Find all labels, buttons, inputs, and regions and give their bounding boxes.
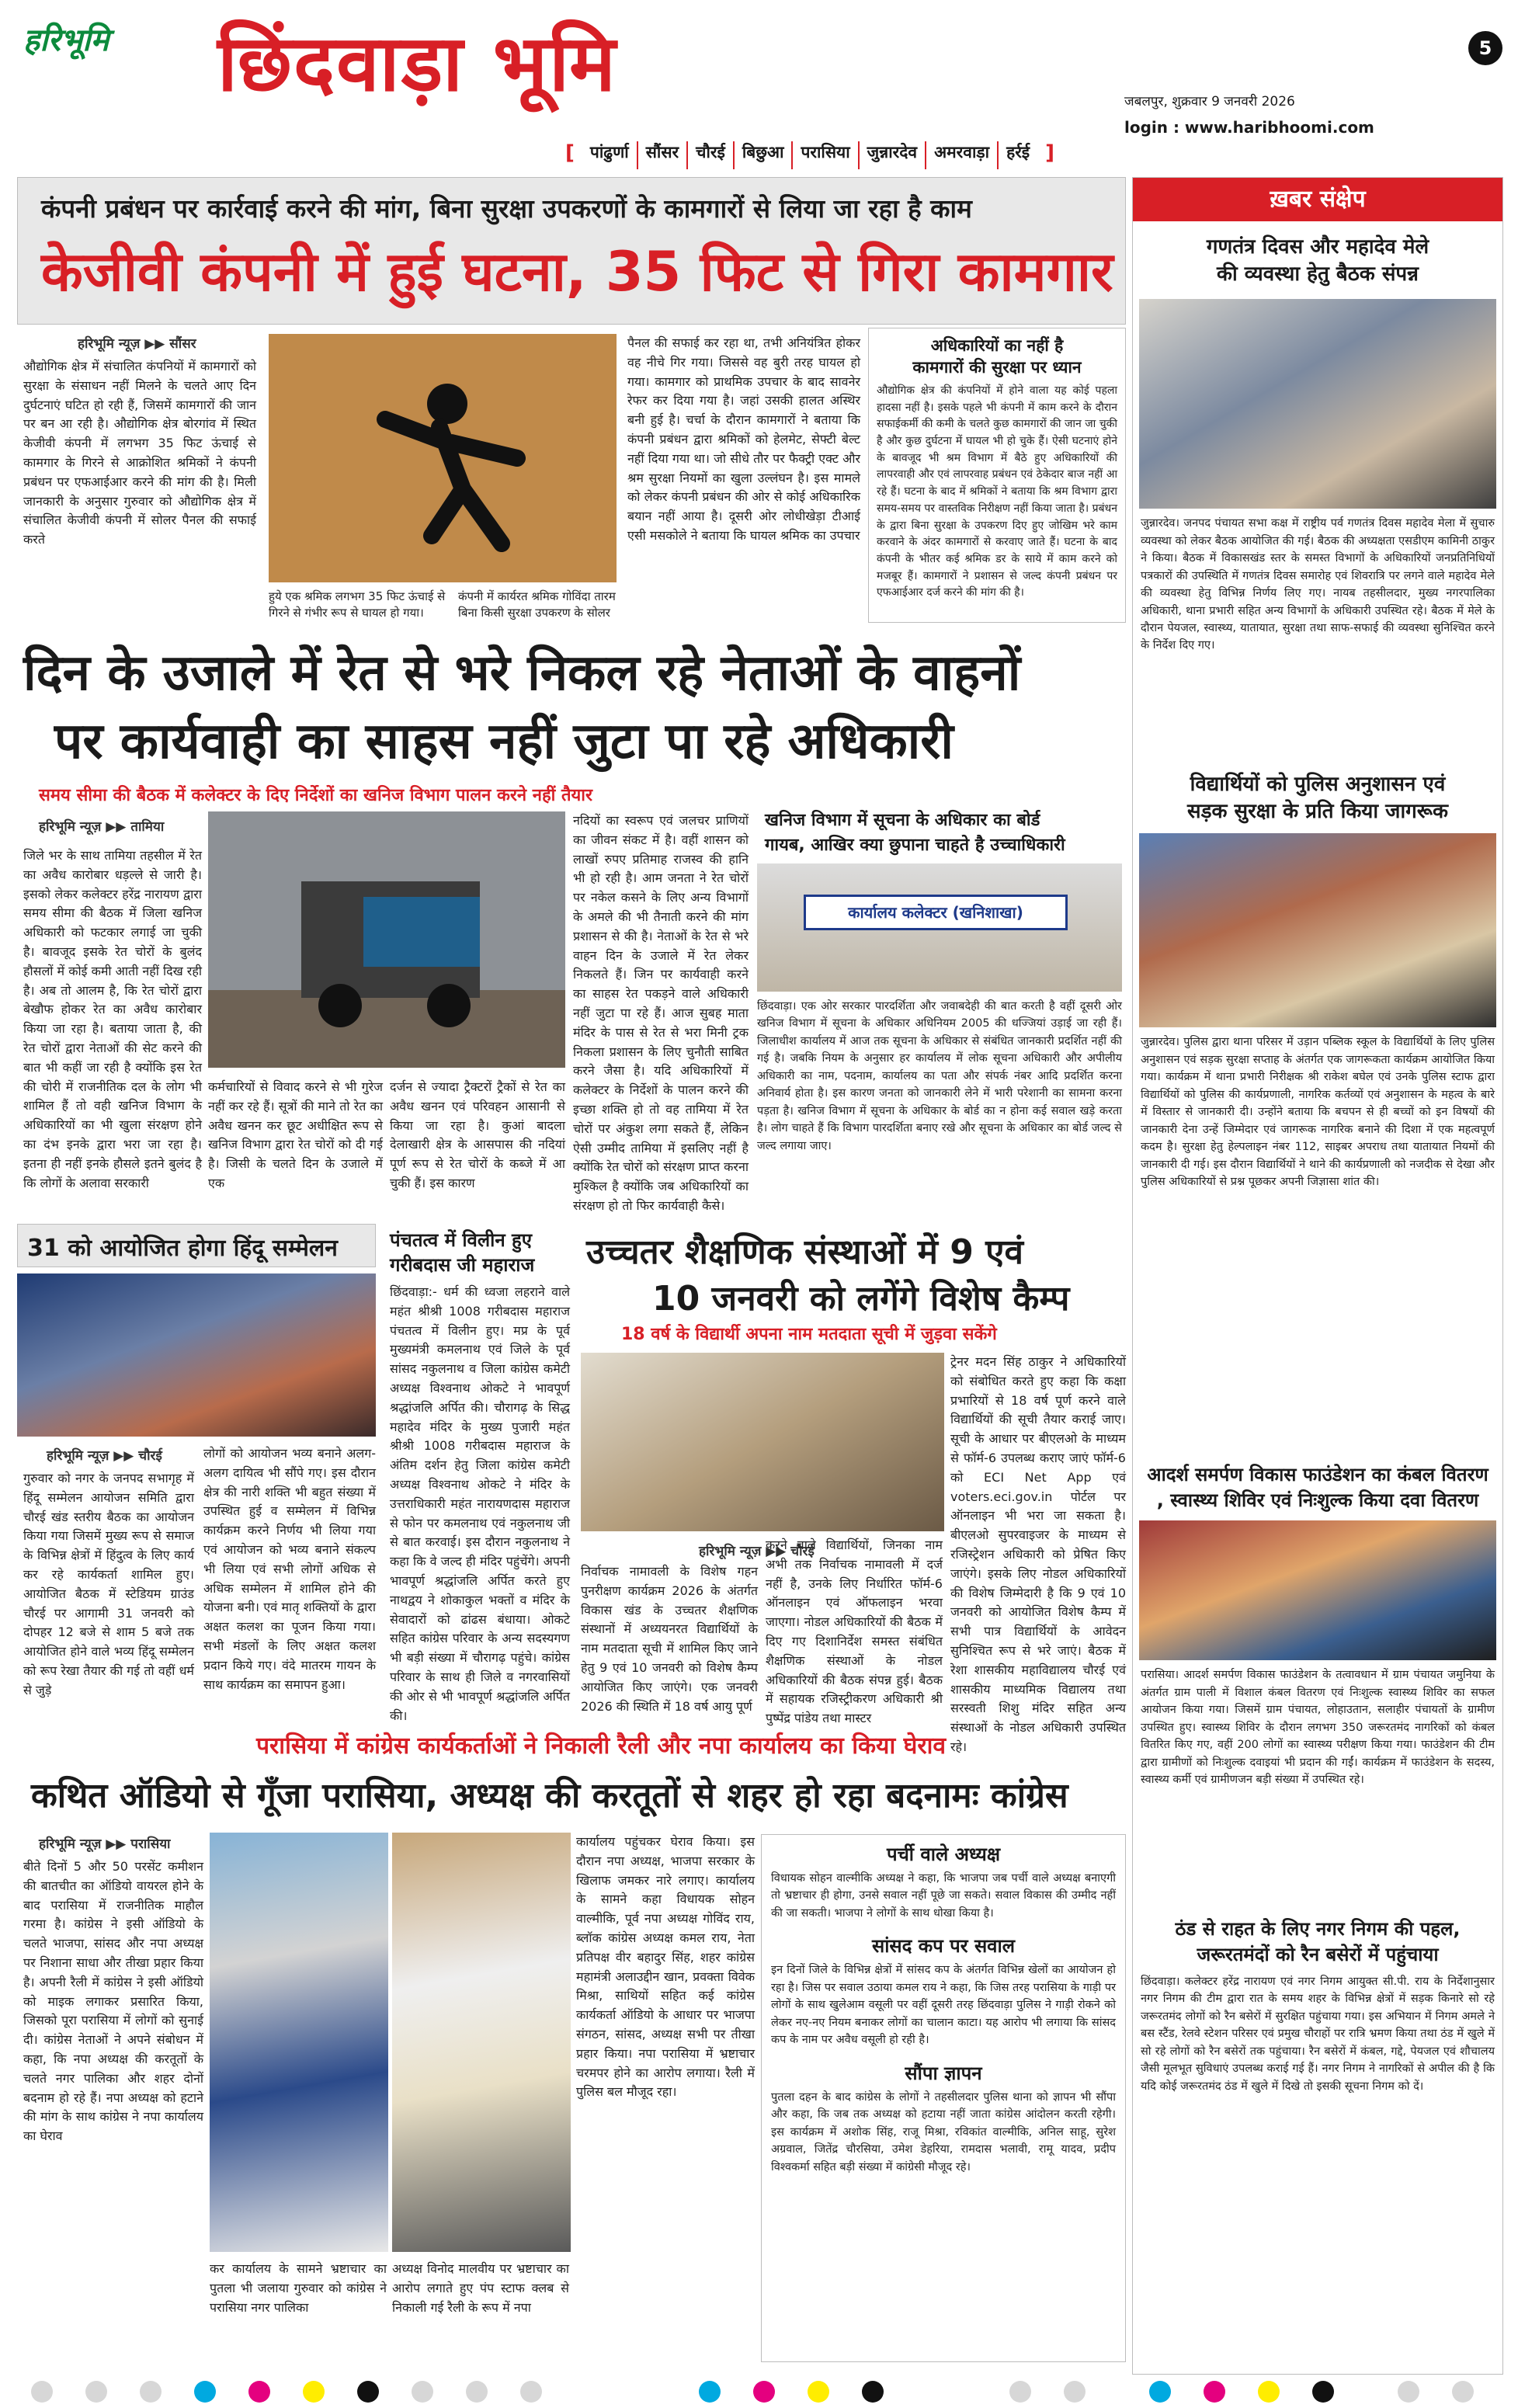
brief3-title-2: , स्वास्थ्य शिविर एवं निःशुल्क किया दवा वितरण	[1156, 1489, 1479, 1511]
story6-col3: अध्यक्ष विनोद मालवीय पर भ्रष्टाचार का आरोप लगाते हुए पंप स्टाफ क्लब से निकाली गई रैली के रूप में नपा	[392, 2261, 569, 2315]
story2-col1: जिले भर के साथ तामिया तहसील में रेत का अवैध कारोबार धड़ल्ले से जारी है। इसको लेकर कलेक्टर हरेंद्र नारायण द्वारा समय सीमा की बैठक में जिला खनिज अधिकारी को फटकार लगाई जा चुकी है। बावजूद इसके रेत चोरों के बुलंद हौसलों में कोई कमी आती नहीं दिख रही है। अब तो आलम है, कि रेत चोरों द्वारा बेखौफ होकर रेत का अवैध कारोबार किया जा रहा है। बताया जाता है, की रेत चोरों द्वारा नेताओं की सेट करने की बात भी कहीं जा रही है क्योंकि इस रेत की चोरी में राजनीतिक दल के लोग भी शामिल हैं तो वही खनिज विभाग के अधिकारियों का भी खुला संरक्षण होने का दंभ इनके द्वारा भरा जा रहा है। इतना ही नहीं इनके हौसले इतने बुलंद है कि लोगों के अलावा सरकारी	[23, 848, 202, 1190]
story2-col2: कर्मचारियों से विवाद करने से भी गुरेज नहीं कर रहे हैं। सूत्रों की माने तो रेत का अवैध खनन कर छूट अधीक्षित रूप से खनिज विभाग द्वारा रेत चोरों को दी गई है। जिसी के चलते दिन के उजाले में एक	[208, 1079, 383, 1190]
print-color-bar	[0, 2376, 1518, 2408]
registration-dot-black	[1312, 2381, 1334, 2403]
story2-sub-text: छिंदवाड़ा। एक ओर सरकार पारदर्शिता और जवाबदेही की बात करती है वहीं दूसरी ओर खनिज विभाग में सूचना के अधिकार अधिनियम 2005 की धज्जियां उड़ाई जा रही हैं। जिलाधीश कार्यालय में आज तक सूचना के अधिकार से संबंधित जानकारी प्रदर्शित नहीं की गई है। जबकि नियम के अनुसार हर कार्यालय में लोक सूचना अधिकारी और अपीलीय अधिकारी का नाम, पदनाम, कार्यालय का पता और संपर्क नंबर आदि प्रदर्शित करना अनिवार्य होता है। इस कारण जनता को जानकारी लेने में भारी परेशानी का सामना करना पड़ता है। खनिज विभाग में सूचना के अधिकार के बोर्ड का न होना कई सवाल खड़े करता है। लोग चाहते हैं कि विभाग पारदर्शिता बनाए रखे और सूचना के अधिकार का बोर्ड जल्द से जल्द लगाया जाए।	[757, 1000, 1122, 1152]
registration-dot-cyan	[1149, 2381, 1171, 2403]
registration-dot-magenta	[753, 2381, 775, 2403]
story5-photo	[581, 1353, 944, 1531]
brief2-title-1: विद्यार्थियों को पुलिस अनुशासन एवं	[1190, 773, 1446, 797]
story5-col2: करने वाले विद्यार्थियों, जिनका नाम अभी तक निर्वाचक नामावली में दर्ज नहीं है, उनके लिए निर्धारित फॉर्म-6 ऑनलाइन एवं ऑफलाइन भरवा जाएगा। नोडल अधिकारियों की बैठक में दिए गए दिशानिर्देश समस्त संबंधित शैक्षणिक संस्थाओं के नोडल अधिकारियों की बैठक संपन्न हुई। बैठक में सहायक रजिस्ट्रीकरण अधिकारी श्री पुष्पेंद्र पांडेय तथा मास्टर	[766, 1538, 943, 1726]
town-item[interactable]: परासिया	[793, 141, 859, 169]
registration-dot	[140, 2381, 162, 2403]
story2-col4: नदियों का स्वरूप एवं जलचर प्राणियों का जीवन संकट में है। वहीं शासन को लाखों रुपए प्रतिमाह राजस्व की हानि भी हो रही है। आम जनता ने रेत चोरों पर नकेल कसने के लिए अन्य विभागों के अमले की भी तैनाती करने की मांग प्रशासन से की है। नेताओं के रेत से भरे वाहन दिन के उजाले में रेत लेकर निकलते हैं। जिन पर कार्यवाही करने का साहस रेत पकड़ने वाले अधिकारी नहीं जुटा पा रहे हैं। आज सुबह माता मंदिर के पास से रेत से भरा मिनी ट्रक निकला प्रशासन के लिए चुनौती साबित करने जैसा है। यदि अधिकारियों में कलेक्टर के निर्देशों के पालन करने की इच्छा शक्ति हो तो वह तामिया में रेत चोरों पर अंकुश लगा सकते हैं, लेकिन ऐसी उम्मीद तामिया में इसलिए नहीं है क्योंकि रेत चोरों को संरक्षण प्राप्त करना मुश्किल है क्योंकि जब अधिकारियों का संरक्षण हो तो फिर कार्यवाही कैसे।	[573, 813, 749, 1213]
town-item[interactable]: जुन्नारदेव	[860, 141, 926, 169]
town-item[interactable]: सौंसर	[638, 141, 688, 169]
brief1-title-2: की व्यवस्था हेतु बैठक संपन्न	[1217, 262, 1419, 287]
brief2-title-2: सड़क सुरक्षा के प्रति किया जागरूक	[1187, 800, 1448, 824]
nav-bracket-left: [	[565, 141, 575, 165]
registration-dot-yellow	[1258, 2381, 1280, 2403]
page-title: छिंदवाड़ा भूमि	[217, 18, 617, 109]
dateline: जबलपुर, शुक्रवार 9 जनवरी 2026	[1124, 94, 1295, 109]
story1-caption: हुये एक श्रमिक लगभग 35 फिट ऊंचाई से गिरने से गंभीर रूप से घायल हो गया।	[269, 589, 446, 620]
registration-dot	[1452, 2381, 1474, 2403]
sidebox-title-gy: सौंपा ज्ञापन	[905, 2062, 982, 2084]
brief3-photo	[1139, 1520, 1496, 1660]
login-link[interactable]: login : www.haribhoomi.com	[1124, 118, 1374, 137]
story2-headline-line2: पर कार्यवाही का साहस नहीं जुटा पा रहे अधिकारी	[54, 713, 954, 770]
sidebox-title-1: अधिकारियों का नहीं है	[930, 336, 1064, 355]
brief4-title-1: ठंड से राहत के लिए नगर निगम की पहल,	[1175, 1918, 1461, 1941]
story5-col3: ट्रेनर मदन सिंह ठाकुर ने अधिकारियों को संबोधित करते हुए कहा कि कक्षा प्रभारियों से 18 वर्ष पूर्ण करने वाले विद्यार्थियों की सूची तैयार कराई जाए। सूची के आधार पर बीएलओ के माध्यम से फॉर्म-6 उपलब्ध कराए जाएं फॉर्म-6 को ECI Net App एवं voters.eci.gov.in पोर्टल पर ऑनलाइन भी भरा जा सकता है। बीएलओ सुपरवाइजर के माध्यम से रजिस्ट्रेशन अधिकारी को प्रेषित किए जाएंगे। इसके लिए नोडल अधिकारियों की विशेष जिम्मेदारी है कि 9 एवं 10 जनवरी को आयोजित विशेष कैम्प में सभी पात्र विद्यार्थियों के आवेदन सुनिश्चित रूप से भरे जाएं। बैठक में रेशा शासकीय महाविद्यालय चौरई एवं शासकीय माध्यमिक विद्यालय तथा सरस्वती शिशु मंदिर सहित अन्य संस्थाओं के नोडल अधिकारी उपस्थित रहे।	[950, 1354, 1126, 1754]
story6-banner: परासिया में कांग्रेस कार्यकर्ताओं ने निकाली रैली और नपा कार्यालय का किया घेराव	[256, 1732, 947, 1760]
story6-rally-photo-2	[392, 1833, 571, 2252]
story1-photo	[269, 334, 617, 582]
town-item[interactable]: पांढुर्णा	[582, 141, 638, 169]
story6-byline: हरिभूमि न्यूज़ ▶▶ परासिया	[39, 1836, 171, 1852]
story6-col2: कर कार्यालय के सामने भ्रष्टाचार का पुतला भी जलाया गुरुवार को कांग्रेस ने परासिया नगर पालिका	[210, 2261, 387, 2315]
town-item[interactable]: चौरई	[688, 141, 735, 169]
town-item[interactable]: अमरवाड़ा	[926, 141, 999, 169]
registration-dot	[85, 2381, 107, 2403]
story1-col1: औद्योगिक क्षेत्र में संचालित कंपनियों में कामगारों को सुरक्षा के संसाधन नहीं मिलने के चलते आए दिन दुर्घटनाएं घटित हो रही हैं, जिसमें कामगारों की जान पर बन आ रही है। औद्योगिक क्षेत्र बोरगांव में स्थित केजीवी कंपनी में लगभग 35 फिट ऊंचाई से कामगार के गिरने से आक्रोशित श्रमिकों ने कंपनी प्रबंधन पर एफआईआर करने की मांग की है। मिली जानकारी के अनुसार गुरुवार को औद्योगिक क्षेत्र में संचालित केजीवी कंपनी में सोलर पैनल की सफाई करते	[23, 359, 256, 547]
falling-man-illustration	[269, 334, 617, 582]
registration-dot-yellow	[808, 2381, 829, 2403]
registration-dot-black	[862, 2381, 884, 2403]
story1-kicker: कंपनी प्रबंधन पर कार्रवाई करने की मांग, बिना सुरक्षा उपकरणों के कामगारों से लिया जा रहा है काम	[41, 193, 972, 224]
registration-dot	[1064, 2381, 1086, 2403]
story5-kicker: 18 वर्ष के विद्यार्थी अपना नाम मतदाता सूची में जुड़वा सकेंगे	[621, 1325, 997, 1344]
registration-dot-yellow	[303, 2381, 325, 2403]
registration-dot	[412, 2381, 433, 2403]
story1-header	[17, 177, 1126, 325]
registration-dot-magenta	[248, 2381, 270, 2403]
town-nav	[558, 141, 1062, 169]
story2-sub-title-1: खनिज विभाग में सूचना के अधिकार का बोर्ड	[765, 811, 1040, 830]
brief2-text: जुन्नारदेव। पुलिस द्वारा थाना परिसर में उड़ान पब्लिक स्कूल के विद्यार्थियों के लिए पुलिस अनुशासन एवं सड़क सुरक्षा सप्ताह के अंतर्गत एक जागरूकता कार्यक्रम आयोजित किया गया। कार्यक्रम में थाना प्रभारी निरीक्षक श्री राकेश बघेल एवं उनके पुलिस स्टाफ द्वारा विद्यार्थियों को पुलिस की कार्यप्रणाली, नागरिक कर्तव्यों एवं अनुशासन के महत्व के बारे में विस्तार से जानकारी दी। उन्होंने बताया कि बचपन से ही बच्चों को इन विषयों की जानकारी देना उन्हें जिम्मेदार एवं जागरूक नागरिक बनाने की दिशा में एक महत्वपूर्ण कदम है। सुरक्षा हेतु हेल्पलाइन नंबर 112, साइबर अपराध तथा यातायात नियमों की जानकारी दी गई। इस दौरान विद्यार्थियों ने थाने की कार्यप्रणाली को नजदीक से देखा और पुलिस अधिकारियों से प्रश्न पूछकर अपनी जिज्ञासा शांत की।	[1141, 1036, 1495, 1189]
brief3-text: परासिया। आदर्श समर्पण विकास फाउंडेशन के तत्वावधान में ग्राम पंचायत जमुनिया के अंतर्गत ग्राम पाली में विशाल कंबल वितरण एवं निःशुल्क स्वास्थ्य शिविर का सफल आयोजन किया गया। जिसमें ग्राम पंचायत, लोहाउतान, सलाहीर पंचायतों के ग्रामीण उपस्थित हुए। स्वास्थ्य शिविर के दौरान लगभग 350 जरूरतमंद नागरिकों को कंबल वितरित किए गए, वहीं 200 लोगों का स्वास्थ्य परीक्षण किया गया। फाउंडेशन की टीम द्वारा ग्रामीणों को निःशुल्क दवाइयां भी प्रदान की गईं। कार्यक्रम में फाउंडेशन के सदस्य, स्वास्थ्य कर्मी एवं ग्रामीणजन बड़ी संख्या में उपस्थित रहे।	[1141, 1669, 1495, 1786]
story5-headline-2: 10 जनवरी को लगेंगे विशेष कैम्प	[652, 1279, 1070, 1319]
story4-title-1: पंचतत्व में विलीन हुए	[390, 1229, 533, 1251]
story3-photo	[17, 1273, 376, 1437]
story6-rally-photo-1	[210, 1833, 388, 2252]
story3-header	[17, 1224, 376, 1267]
story4-title-2: गरीबदास जी महाराज	[390, 1254, 535, 1276]
story2-headline-line1: दिन के उजाले में रेत से भरे निकल रहे नेताओं के वाहनों	[23, 645, 1021, 702]
story3-byline: हरिभूमि न्यूज़ ▶▶ चौरई	[47, 1448, 162, 1464]
story2-col3: दर्जन से ज्यादा ट्रैक्टरों ट्रैकों से रेत का अवैध खनन एवं परिवहन आसानी से किया जा रहा है। कुआं बादला देलाखारी क्षेत्र के आसपास की नदियां पूर्ण रूप से रेत चोरों के कब्जे में आ चुकी हैं। इस कारण	[390, 1079, 565, 1190]
brief1-text: जुन्नारदेव। जनपद पंचायत सभा कक्ष में राष्ट्रीय पर्व गणतंत्र दिवस महादेव मेला में सुचारु व्यवस्था को लेकर बैठक आयोजित की गई। बैठक की अध्यक्षता एसडीएम कामिनी ठाकुर ने किया। बैठक में विकासखंड स्तर के समस्त विभागों के अधिकारियों जनप्रतिनिधियों पत्रकारों की उपस्थिति में गणतंत्र दिवस समारोह एवं शिवरात्रि पर लगने वाले महादेव मेले की व्यवस्था हेतु विभिन्न निर्णय लिए गए। नायब तहसीलदार, मुख्य नगरपालिका अधिकारी, थाना प्रभारी सहित अन्य विभागों के अधिकारी उपस्थित रहे। बैठक में मेले के दौरान पेयजल, स्वास्थ्य, यातायात, सुरक्षा तथा साफ-सफाई की व्यवस्था सुनिश्चित करने के निर्देश दिए गए।	[1141, 517, 1495, 652]
truck-illustration	[208, 811, 565, 1068]
story5-col1: निर्वाचक नामावली के विशेष गहन पुनरीक्षण कार्यक्रम 2026 के अंतर्गत विकास खंड के उच्चतर शैक्षणिक संस्थानों में अध्ययनरत विद्यार्थियों के नाम मतदाता सूची में शामिल किए जाने हेतु 9 एवं 10 जनवरी को विशेष कैम्प आयोजित किए जाएंगे। एक जनवरी 2026 की स्थिति में 18 वर्ष आयु पूर्ण	[581, 1564, 758, 1714]
story1-headline: केजीवी कंपनी में हुई घटना, 35 फिट से गिरा कामगार	[41, 240, 1113, 304]
story1-col3: पैनल की सफाई कर रहा था, तभी अनियंत्रित होकर वह नीचे गिर गया। जिससे वह बुरी तरह घायल हो गया। कामगार को प्राथमिक उपचार के बाद सावनेर रेफर कर दिया गया है। जहां उसकी हालत अस्थिर बनी हुई है। चर्चा के दौरान कामगारों ने बताया कि कंपनी प्रबंधन द्वारा श्रमिकों को हेलमेट, सेफ्टी बेल्ट नहीं दिया गया था। जो सीधे तौर पर फैक्ट्री एक्ट और श्रम सुरक्षा नियमों का खुला उल्लंघन है। इस मामले को लेकर कंपनी प्रबंधन की ओर से कोई अधिकारिक बयान नहीं आया है। दूसरी ओर लोधीखेड़ा टीआई एसी मसकोले ने बताया कि घायल श्रमिक का उपचार	[627, 335, 860, 543]
story5-headline-1: उच्चतर शैक्षणिक संस्थाओं में 9 एवं	[586, 1232, 1023, 1272]
story4-text: छिंदवाड़ा:- धर्म की ध्वजा लहराने वाले महंत श्रीश्री 1008 गरीबदास महाराज पंचतत्व में विलीन हुए। मप्र के पूर्व मुख्यमंत्री कमलनाथ एवं जिले के पूर्व सांसद नकुलनाथ व जिला कांग्रेस कमेटी अध्यक्ष विश्वनाथ ओकटे ने भावपूर्ण श्रद्धांजलि अर्पित की। चौरागढ़ के सिद्ध महादेव मंदिर के मुख्य पुजारी महंत श्रीश्री 1008 गरीबदास महाराज के अंतिम दर्शन हेतु जिला कांग्रेस कमेटी अध्यक्ष विश्वनाथ ओकटे ने मंदिर के उत्तराधिकारी महंत नारायणदास महाराज से फोन पर कमलनाथ एवं नकुलनाथ जी से बात करवाई। इस दौरान नकुलनाथ ने कहा कि वे जल्द ही मंदिर पहुंचेंगे। अपनी भावपूर्ण श्रद्धांजलि अर्पित करते हुए नाथद्वय ने शोकाकुल भक्तों व मंदिर के सेवादारों को ढांढस बंधाया। ओकटे सहित कांग्रेस परिवार के अन्य सदस्यगण भी बड़ी संख्या में चौरागढ़ पहुंचे। कांग्रेस परिवार के साथ ही जिले व नगरवासियों की ओर से भी भावपूर्ण श्रद्धांजलि अर्पित की।	[390, 1284, 570, 1723]
sidebox-text-pc: विधायक सोहन वाल्मीकि अध्यक्ष ने कहा, कि भाजपा जब पर्ची वाले अध्यक्ष बनाएगी तो भ्रष्टाचार ही होगा, उनसे सवाल नहीं पूछे जा सकते। सवाल विकास की उम्मीद नहीं की जा सकती। भाजपा ने लोगों के साथ धोखा किया है।	[771, 1872, 1116, 1920]
brief1-title-1: गणतंत्र दिवस और महादेव मेले	[1206, 235, 1429, 259]
page-number: 5	[1468, 31, 1502, 65]
story6-headline: कथित ऑडियो से गूँजा परासिया, अध्यक्ष की करतूतों से शहर हो रहा बदनामः कांग्रेस	[31, 1776, 1068, 1816]
registration-dot	[1009, 2381, 1031, 2403]
sidebox-text-gy: पुतला दहन के बाद कांग्रेस के लोगों ने तहसीलदार पुलिस थाना को ज्ञापन भी सौंपा और कहा, कि जब तक अध्यक्ष को हटाया नहीं जाता कांग्रेस आंदोलन करती रहेगी। इस कार्यक्रम में अशोक सिंह, राजू मिश्रा, रविकांत वाल्मीकि, अनिल साहू, सुरेश अग्रवाल, जितेंद्र चौरसिया, उमेश डेहरिया, रामदास भलावी, रामू यादव, प्रदीप विश्वकर्मा सहित बड़ी संख्या में कांग्रेसी मौजूद रहे।	[771, 2090, 1116, 2173]
brief3-title-1: आदर्श समर्पण विकास फाउंडेशन का कंबल वितरण	[1147, 1464, 1488, 1486]
registration-dot-cyan	[194, 2381, 216, 2403]
sidebox-text: औद्योगिक क्षेत्र की कंपनियों में होने वाला यह कोई पहला हादसा नहीं है। इसके पहले भी कंपनी में काम करने के दौरान सफाईकर्मी की कमी के चलते कुछ कामगारों की जान जा चुकी है और कुछ दुर्घटना में घायल भी हो चुके हैं। ऐसी घटनाएं होने के बावजूद भी श्रम विभाग में बैठे हुए अधिकारियों की लापरवाही और एवं लापरवाह प्रबंधन एवं ठेकेदार बाज नहीं आ रहे हैं। घटना के बाद में श्रमिकों ने बताया कि श्रम विभाग द्वारा समय-समय पर वास्तविक निरीक्षण नहीं किया जाता है। प्रबंधन के द्वारा बिना सुरक्षा के उपकरण दिए हुए जोखिम भरे काम करवाने के अंदर कामगारों से करवाए जाते हैं। घटना के बाद कंपनी के भीतर कई श्रमिक डर के साये में काम करने को मजबूर हैं। कामगारों ने प्रशासन से जल्द कंपनी प्रबंधन पर एफआईआर दर्ज करने की मांग की है।	[877, 384, 1117, 599]
sidebox-title-pc: पर्ची वाले अध्यक्ष	[886, 1843, 1001, 1865]
sidebox-title-sk: सांसद कप पर सवाल	[871, 1935, 1016, 1958]
sidebox-title-2: कामगारों की सुरक्षा पर ध्यान	[912, 358, 1082, 377]
story6-col1: बीते दिनों 5 और 50 परसेंट कमीशन की बातचीत का ऑडियो वायरल होने के बाद परासिया में राजनीतिक माहौल गरमा है। कांग्रेस ने इसी ऑडियो के चलते भाजपा, सांसद और नपा अध्यक्ष पर निशाना साधा और तीखा प्रहार किया है। अपनी रैली में कांग्रेस ने इसी ऑडियो को माइक लगाकर प्रसारित किया, जिसको पूरा परासिया में लोगों को सुनाई दी। कांग्रेस नेताओं ने अपने संबोधन में कहा, कि नपा अध्यक्ष की करतूतों के चलते नगर पालिका और शहर दोनों बदनाम हो रहे हैं। नपा अध्यक्ष को हटाने की मांग के साथ कांग्रेस ने नपा कार्यालय का घेराव	[23, 1859, 203, 2144]
story6-sidebox	[761, 1834, 1126, 2362]
office-sign: कार्यालय कलेक्टर (खनिशाखा)	[804, 895, 1068, 930]
story2-sub-title-2: गायब, आखिर क्या छुपाना चाहते है उच्चाधिकारी	[765, 836, 1065, 855]
story1-sidebox	[868, 328, 1126, 623]
sidebox-text-sk: इन दिनों जिले के विभिन्न क्षेत्रों में सांसद कप के अंतर्गत विभिन्न खेलों का आयोजन हो रहा है। जिस पर सवाल उठाया कमल राय ने कहा, कि जिस तरह परासिया के गाड़ी पर लोगों के साथ खुलेआम वसूली पर वहीं दूसरी तरह छिंदवाड़ा पुलिस ने गाड़ी रोकने को लेकर नए-नए नियम बनाकर लोगों का चालान काटा। यह आरोप भी लगाया कि सांसद कप के नाम पर अवैध वसूली हो रही है।	[771, 1964, 1116, 2047]
town-item[interactable]: बिछुआ	[735, 141, 794, 169]
story2-kicker: समय सीमा की बैठक में कलेक्टर के दिए निर्देशों का खनिज विभाग पालन करने नहीं तैयार	[39, 786, 592, 805]
story5-byline: हरिभूमि न्यूज़ ▶▶ चौरई	[699, 1544, 815, 1559]
registration-dot-cyan	[699, 2381, 721, 2403]
registration-dot-magenta	[1204, 2381, 1225, 2403]
news-brief-sidebar	[1132, 177, 1503, 2375]
brief2-photo	[1139, 833, 1496, 1027]
brief4-text: छिंदवाड़ा। कलेक्टर हरेंद्र नारायण एवं नगर निगम आयुक्त सी.पी. राय के निर्देशानुसार नगर निगम की टीम द्वारा रात के समय शहर के विभिन्न क्षेत्रों में सड़क किनारे सो रहे जरूरतमंद लोगों को रैन बसेरों में सुरक्षित पहुंचाया गया। इस अभियान में निगम अमले ने बस स्टैंड, रेलवे स्टेशन परिसर एवं प्रमुख चौराहों पर रात्रि भ्रमण किया तथा ठंड में खुले में सो रहे लोगों को रैन बसेरों तक पहुंचाया। रैन बसेरों में कंबल, गद्दे, पेयजल एवं शौचालय जैसी मूलभूत सुविधाएं उपलब्ध कराई गई हैं। नगर निगम ने नागरिकों से अपील की है कि यदि कोई जरूरतमंद ठंड में खुले में दिखे तो इसकी सूचना निगम को दें।	[1141, 1975, 1495, 2093]
story1-col3-lead: कंपनी में कार्यरत श्रमिक गोविंदा तारम बिना किसी सुरक्षा उपकरण के सोलर	[458, 589, 616, 620]
story1-byline: हरिभूमि न्यूज़ ▶▶ सौंसर	[78, 336, 196, 352]
town-item[interactable]: हर्रई	[1006, 143, 1030, 162]
registration-dot	[31, 2381, 53, 2403]
story2-truck-photo	[208, 811, 565, 1068]
story6-col4: कार्यालय पहुंचकर घेराव किया। इस दौरान नपा अध्यक्ष, भाजपा सरकार के खिलाफ जमकर नारे लगाए। कार्यालय के सामने कहा विधायक सोहन वाल्मीकि, पूर्व नपा अध्यक्ष गोविंद राय, ब्लॉक कांग्रेस अध्यक्ष कमल राय, नेता प्रतिपक्ष वीर बहादुर सिंह, शहर कांग्रेस महामंत्री अलाउद्दीन खान, प्रवक्ता विवेक मिश्रा, साथियों सहित कई कांग्रेस कार्यकर्ता ऑडियो के आधार पर भाजपा संगठन, सांसद, अध्यक्ष सभी पर तीखा प्रहार किया। नपा परासिया में भ्रष्टाचार चरमपर होने का आरोप लगाया। रैली में पुलिस बल मौजूद रहा।	[576, 1834, 755, 2100]
registration-dot	[466, 2381, 488, 2403]
nav-bracket-right: ]	[1045, 141, 1055, 165]
brief1-photo	[1139, 299, 1496, 509]
story3-col1: गुरुवार को नगर के जनपद सभागृह में हिंदू सम्मेलन आयोजन समिति द्वारा चौरई खंड स्तरीय बैठक का आयोजन किया गया जिसमें मुख्य रूप से समाज के विभिन्न क्षेत्रों में हिंदुत्व के लिए कार्य कर रहे कार्यकर्ता शामिल हुए। आयोजित बैठक में स्टेडियम ग्राउंड चौरई पर आगामी 31 जनवरी को दोपहर 12 बजे से शाम 5 बजे तक आयोजित होने वाले भव्य हिंदू सम्मेलन को रूप रेखा तैयार की गई तो वहीं धर्म से जुड़े	[23, 1471, 194, 1697]
registration-dot-black	[357, 2381, 379, 2403]
registration-dot	[520, 2381, 542, 2403]
mining-office-photo	[757, 863, 1122, 992]
sidebar-header: ख़बर संक्षेप	[1133, 178, 1502, 221]
story3-col2: लोगों को आयोजन भव्य बनाने अलग-अलग दायित्व भी सौंपे गए। इस दौरान क्षेत्र की नारी शक्ति भी बहुत संख्या में उपस्थित हुई व सम्मेलन में विभिन्न कार्यक्रम करने निर्णय भी लिया गया एवं आयोजन को भव्य बनाने संकल्प भी लिया एवं सभी लोगों अधिक से अधिक सम्मेलन में शामिल होने की योजना बनी। एवं मातृ शक्तियों के द्वारा अक्षत कलश का पूजन किया गया। सभी मंडलों के लिए अक्षत कलश प्रदान किये गए। वंदे मातरम गायन के साथ कार्यक्रम का समापन हुआ।	[203, 1446, 376, 1692]
brief4-title-2: जरूरतमंदों को रैन बसेरों में पहुंचाया	[1197, 1943, 1439, 1965]
story3-headline: 31 को आयोजित होगा हिंदू सम्मेलन	[27, 1235, 338, 1262]
registration-dot	[1398, 2381, 1419, 2403]
story2-byline: हरिभूमि न्यूज़ ▶▶ तामिया	[39, 819, 165, 835]
newspaper-logo: हरिभूमि	[23, 23, 109, 58]
